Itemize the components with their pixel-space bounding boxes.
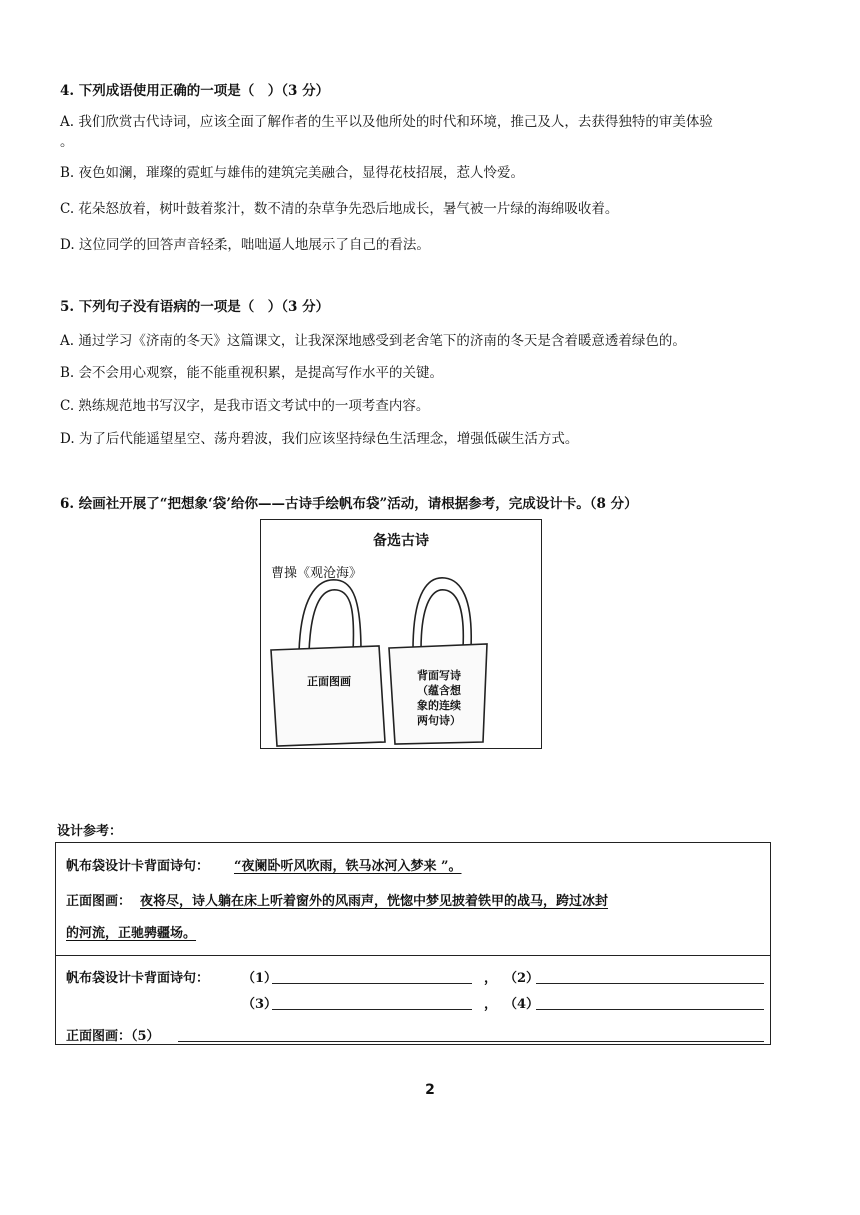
q4-option-a-tail: 。 [60, 134, 74, 150]
comma-1: ， [484, 971, 498, 986]
front-desc-2: 的河流，正驰骋疆场。 [66, 926, 197, 941]
example-label: 帆布袋设计卡背面诗句： [66, 859, 210, 874]
blank-2-field[interactable] [536, 983, 764, 984]
blank-1-field[interactable] [272, 983, 472, 984]
blank-3-field[interactable] [272, 1009, 472, 1010]
tote-bag-front-icon [271, 580, 385, 746]
page-number: 2 [425, 1082, 435, 1098]
q4-option-b: B. 夜色如澜，璀璨的霓虹与雄伟的建筑完美融合，显得花枝招展，惹人怜爱。 [60, 165, 525, 181]
blank-1-label: （1） [242, 971, 278, 986]
answer-label: 帆布袋设计卡背面诗句： [66, 971, 210, 986]
bag-back-label [409, 668, 469, 728]
q5-option-d: D. 为了后代能遥望星空、荡舟碧波，我们应该坚持绿色生活理念，增强低碳生活方式。 [60, 431, 579, 447]
q4-option-c: C. 花朵怒放着，树叶鼓着浆汁，数不清的杂草争先恐后地成长，暑气被一片绿的海绵吸收着。 [60, 201, 619, 217]
front-desc-1: 夜将尽，诗人躺在床上听着窗外的风雨声，恍惚中梦见披着铁甲的战马，跨过冰封 [140, 894, 609, 909]
reference-heading: 设计参考： [57, 824, 123, 839]
bag-front-label: 正面图画 [307, 675, 351, 688]
q5-stem: 5. 下列句子没有语病的一项是（ ）（3 分） [60, 299, 330, 315]
box-poem: 曹操《观沧海》 [271, 566, 363, 581]
blank-3-label: （3） [242, 997, 278, 1012]
bag-back-line-2: （蕴含想 [417, 684, 461, 697]
q5-option-a: A. 通过学习《济南的冬天》这篇课文，让我深深地感受到老舍笔下的济南的冬天是含着暖意透着绿色的。 [60, 333, 686, 349]
bag-back-line-4: 两句诗） [417, 714, 461, 727]
q5-option-c: C. 熟练规范地书写汉字，是我市语文考试中的一项考查内容。 [60, 398, 430, 414]
example-poem: “夜阑卧听风吹雨，铁马冰河入梦来 ”。 [234, 859, 462, 874]
bag-back-line-1: 背面写诗 [417, 669, 461, 682]
blank-4-field[interactable] [536, 1009, 764, 1010]
q6-stem: 6. 绘画社开展了“把想象‘袋’给你——古诗手绘帆布袋”活动，请根据参考，完成设计卡。（8 分） [60, 496, 638, 512]
q4-stem: 4. 下列成语使用正确的一项是（ ）（3 分） [60, 83, 330, 99]
box-title: 备选古诗 [373, 533, 429, 549]
answer-front-label: 正面图画：（5） [66, 1029, 160, 1044]
bag-back-line-3: 象的连续 [417, 699, 461, 712]
card-divider [56, 955, 770, 956]
q5-option-b: B. 会不会用心观察，能不能重视积累，是提高写作水平的关键。 [60, 365, 444, 381]
q4-option-d: D. 这位同学的回答声音轻柔，咄咄逼人地展示了自己的看法。 [60, 237, 430, 253]
blank-2-label: （2） [504, 971, 540, 986]
q4-option-a: A. 我们欣赏古代诗词，应该全面了解作者的生平以及他所处的时代和环境，推己及人，去获得独特的审美体验 [60, 114, 713, 130]
design-card [55, 842, 771, 1045]
poem-candidate-box [260, 519, 542, 749]
blank-5-field[interactable] [178, 1041, 764, 1042]
tote-bags-illustration [261, 520, 540, 747]
front-label: 正面图画： [66, 894, 132, 909]
comma-2: ， [484, 997, 498, 1012]
blank-4-label: （4） [504, 997, 540, 1012]
